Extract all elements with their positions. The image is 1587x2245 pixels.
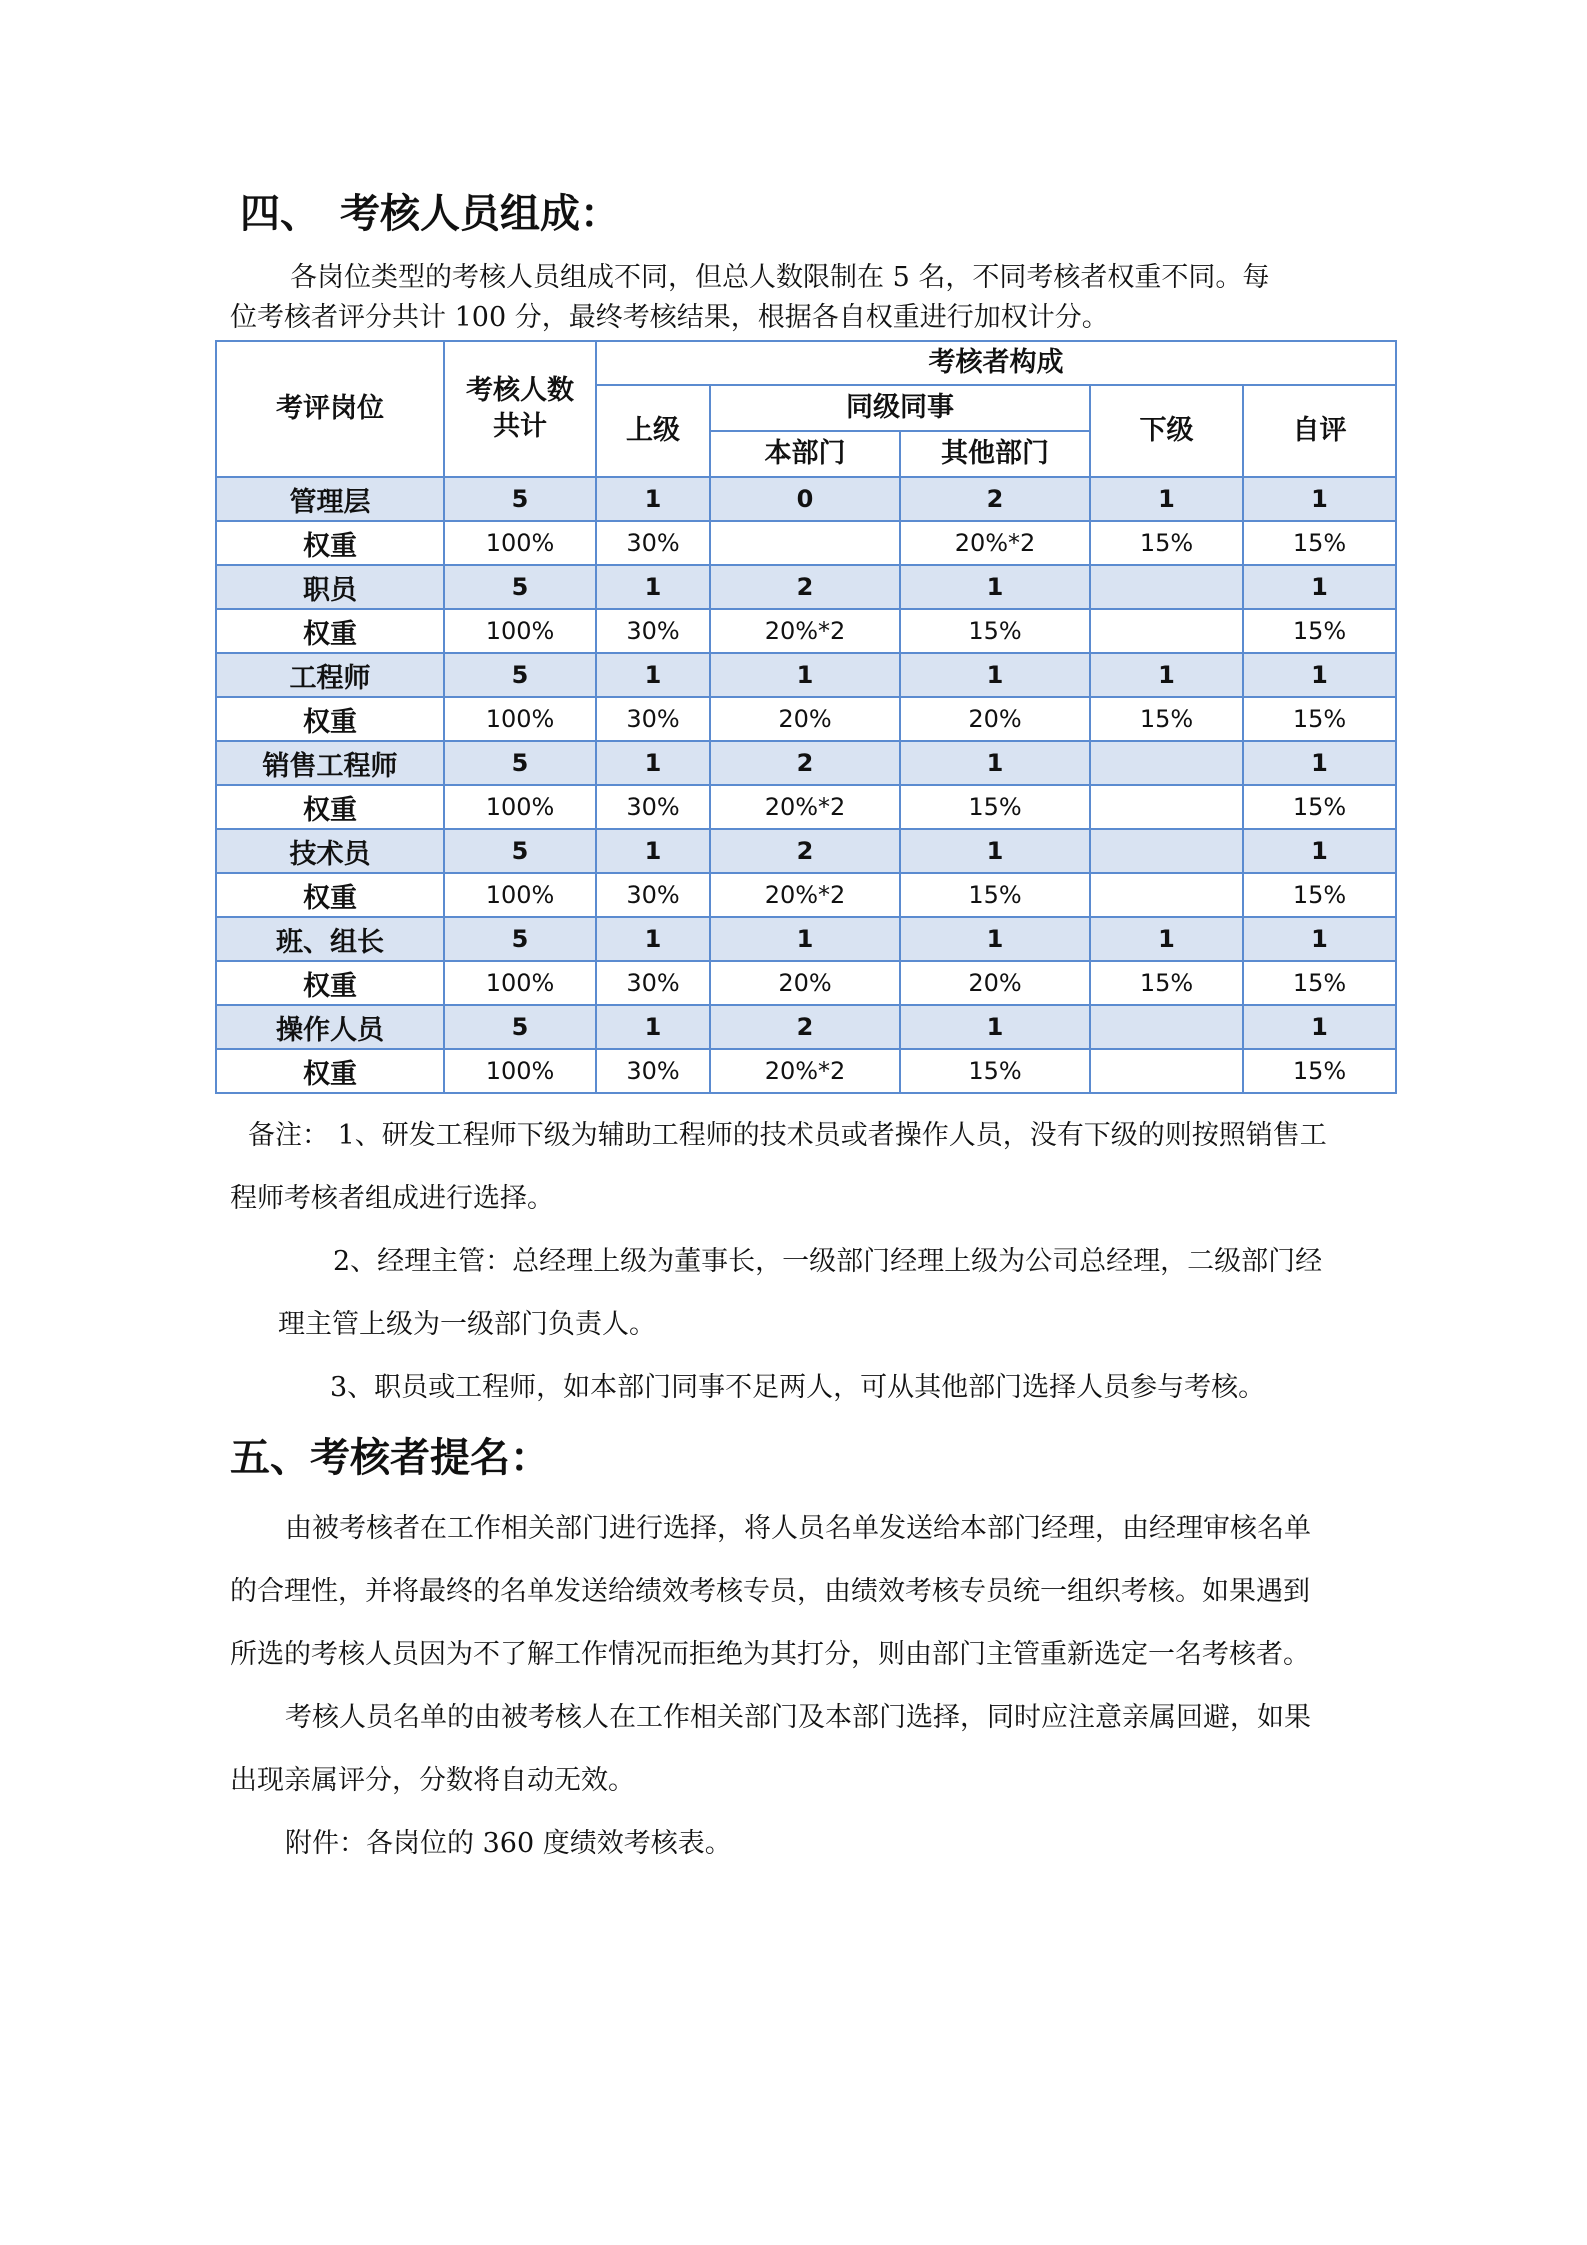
cell-same-dept: 20%*2 [710,609,900,653]
header-peers: 同级同事 [710,385,1090,431]
cell-subordinate [1090,1005,1243,1049]
cell-other-dept: 1 [900,565,1090,609]
cell-position: 权重 [216,1049,444,1093]
cell-superior: 1 [596,1005,710,1049]
cell-self: 1 [1243,565,1396,609]
note-2-line-2: 理主管上级为一级部门负责人。 [278,1309,656,1340]
cell-other-dept: 20% [900,697,1090,741]
cell-total: 5 [444,477,596,521]
table-row-count [216,1005,1396,1049]
header-same-dept: 本部门 [710,431,900,477]
cell-superior: 30% [596,521,710,565]
cell-same-dept: 20%*2 [710,873,900,917]
table-row-count [216,741,1396,785]
cell-self: 1 [1243,477,1396,521]
header-self: 自评 [1243,385,1396,477]
cell-same-dept: 0 [710,477,900,521]
cell-self: 15% [1243,961,1396,1005]
note-1-line-2: 程师考核者组成进行选择。 [230,1183,554,1214]
header-position: 考评岗位 [216,341,444,477]
cell-other-dept: 2 [900,477,1090,521]
cell-position: 操作人员 [216,1005,444,1049]
cell-subordinate [1090,565,1243,609]
cell-position: 管理层 [216,477,444,521]
cell-subordinate: 15% [1090,961,1243,1005]
table-row-weight [216,609,1396,653]
cell-superior: 30% [596,1049,710,1093]
cell-self: 15% [1243,1049,1396,1093]
cell-superior: 30% [596,609,710,653]
cell-subordinate [1090,785,1243,829]
cell-same-dept: 20%*2 [710,1049,900,1093]
cell-superior: 30% [596,961,710,1005]
cell-self: 1 [1243,1005,1396,1049]
cell-superior: 1 [596,477,710,521]
cell-total: 5 [444,829,596,873]
cell-position: 权重 [216,521,444,565]
table-row-weight [216,697,1396,741]
section-4-title: 考核人员组成： [340,190,620,237]
table-header-row [216,341,1396,385]
cell-same-dept: 2 [710,741,900,785]
table-row-weight [216,785,1396,829]
table-row-count [216,477,1396,521]
cell-self: 15% [1243,873,1396,917]
cell-subordinate [1090,609,1243,653]
assessor-composition-table [215,340,1397,1094]
cell-total: 100% [444,697,596,741]
header-subordinate: 下级 [1090,385,1243,477]
intro-line-1: 各岗位类型的考核人员组成不同，但总人数限制在 5 名，不同考核者权重不同。每 [290,262,1270,293]
cell-subordinate: 1 [1090,477,1243,521]
cell-total: 5 [444,741,596,785]
cell-same-dept: 2 [710,829,900,873]
cell-position: 职员 [216,565,444,609]
table-row-weight [216,1049,1396,1093]
table-row-count [216,653,1396,697]
table-row-weight [216,873,1396,917]
cell-subordinate [1090,741,1243,785]
header-total-line2: 共计 [493,411,547,442]
cell-self: 1 [1243,741,1396,785]
cell-self: 15% [1243,609,1396,653]
cell-total: 100% [444,521,596,565]
cell-self: 1 [1243,829,1396,873]
cell-other-dept: 20% [900,961,1090,1005]
table-row-weight [216,521,1396,565]
nomination-p1-line-2: 的合理性，并将最终的名单发送给绩效考核专员，由绩效考核专员统一组织考核。如果遇到 [230,1576,1310,1607]
cell-total: 5 [444,565,596,609]
cell-position: 权重 [216,961,444,1005]
cell-subordinate [1090,1049,1243,1093]
cell-same-dept: 20%*2 [710,785,900,829]
cell-same-dept: 20% [710,697,900,741]
header-composition: 考核者构成 [596,341,1396,385]
cell-position: 权重 [216,785,444,829]
cell-superior: 30% [596,873,710,917]
cell-position: 权重 [216,873,444,917]
cell-superior: 1 [596,741,710,785]
cell-total: 100% [444,1049,596,1093]
cell-superior: 1 [596,565,710,609]
cell-other-dept: 20%*2 [900,521,1090,565]
cell-superior: 30% [596,697,710,741]
header-total [444,341,596,477]
nomination-p2-line-2: 出现亲属评分，分数将自动无效。 [230,1765,635,1796]
cell-same-dept: 1 [710,917,900,961]
cell-other-dept: 1 [900,917,1090,961]
cell-total: 5 [444,1005,596,1049]
table-row-count [216,829,1396,873]
section-5-heading: 五、考核者提名： [230,1434,550,1481]
note-1-line-1: 备注： 1、研发工程师下级为辅助工程师的技术员或者操作人员，没有下级的则按照销售工 [248,1120,1327,1151]
cell-superior: 1 [596,917,710,961]
cell-position: 工程师 [216,653,444,697]
cell-subordinate: 15% [1090,521,1243,565]
cell-total: 5 [444,653,596,697]
cell-subordinate: 1 [1090,917,1243,961]
header-total-line1: 考核人数 [466,375,574,406]
cell-subordinate [1090,829,1243,873]
cell-total: 100% [444,785,596,829]
cell-same-dept: 20% [710,961,900,1005]
section-4-number: 四、 [240,190,320,237]
header-other-dept: 其他部门 [900,431,1090,477]
cell-self: 15% [1243,521,1396,565]
cell-total: 100% [444,873,596,917]
cell-other-dept: 15% [900,785,1090,829]
cell-self: 15% [1243,697,1396,741]
cell-other-dept: 15% [900,609,1090,653]
cell-position: 技术员 [216,829,444,873]
header-superior: 上级 [596,385,710,477]
cell-superior: 1 [596,829,710,873]
cell-total: 100% [444,961,596,1005]
cell-total: 100% [444,609,596,653]
cell-position: 权重 [216,609,444,653]
nomination-p2-line-1: 考核人员名单的由被考核人在工作相关部门及本部门选择，同时应注意亲属回避，如果 [285,1702,1311,1733]
attachment-line: 附件：各岗位的 360 度绩效考核表。 [285,1828,732,1859]
cell-self: 1 [1243,917,1396,961]
cell-same-dept [710,521,900,565]
note-2-line-1: 2、经理主管：总经理上级为董事长，一级部门经理上级为公司总经理，二级部门经 [333,1246,1323,1277]
cell-superior: 30% [596,785,710,829]
cell-same-dept: 2 [710,565,900,609]
table-row-count [216,565,1396,609]
nomination-p1-line-1: 由被考核者在工作相关部门进行选择，将人员名单发送给本部门经理，由经理审核名单 [285,1513,1311,1544]
cell-self: 1 [1243,653,1396,697]
cell-other-dept: 1 [900,829,1090,873]
intro-line-2: 位考核者评分共计 100 分，最终考核结果，根据各自权重进行加权计分。 [230,302,1109,333]
cell-other-dept: 1 [900,741,1090,785]
cell-other-dept: 15% [900,1049,1090,1093]
table-row-weight [216,961,1396,1005]
cell-superior: 1 [596,653,710,697]
cell-same-dept: 1 [710,653,900,697]
cell-position: 权重 [216,697,444,741]
cell-other-dept: 1 [900,653,1090,697]
cell-other-dept: 1 [900,1005,1090,1049]
table-row-count [216,917,1396,961]
note-3: 3、职员或工程师，如本部门同事不足两人，可从其他部门选择人员参与考核。 [330,1372,1266,1403]
cell-same-dept: 2 [710,1005,900,1049]
cell-self: 15% [1243,785,1396,829]
cell-subordinate: 1 [1090,653,1243,697]
cell-position: 班、组长 [216,917,444,961]
cell-subordinate: 15% [1090,697,1243,741]
nomination-p1-line-3: 所选的考核人员因为不了解工作情况而拒绝为其打分，则由部门主管重新选定一名考核者。 [230,1639,1310,1670]
cell-total: 5 [444,917,596,961]
section-4-heading [240,190,620,237]
cell-other-dept: 15% [900,873,1090,917]
cell-position: 销售工程师 [216,741,444,785]
cell-subordinate [1090,873,1243,917]
